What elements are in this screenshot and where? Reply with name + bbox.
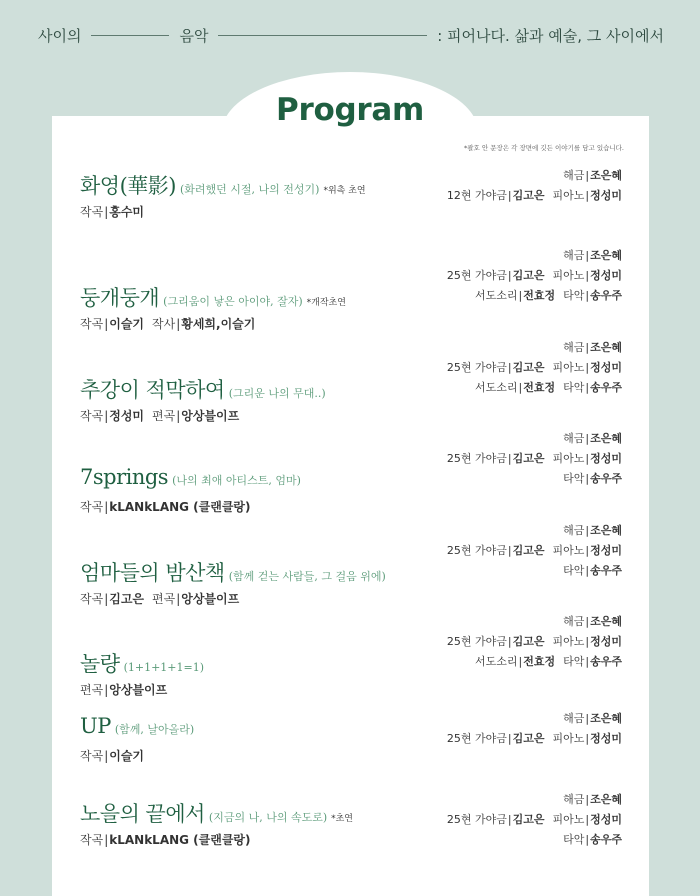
piece-performers (447, 612, 622, 672)
performer-name: 송우주 (590, 655, 622, 668)
performer-role: 25현 가야금 (446, 732, 507, 745)
piece-title-text: 엄마들의 밤산책 (80, 561, 225, 585)
performer-row (447, 632, 622, 652)
performer-separator: | (585, 361, 590, 374)
performer-role: 12현 가야금 (446, 189, 507, 202)
performer-name: 정성미 (590, 189, 622, 202)
header-divider-2 (218, 35, 427, 36)
credit-role: 작곡 (80, 205, 104, 219)
performer-separator: | (585, 341, 590, 354)
performer-separator: | (585, 452, 590, 465)
performer-role: 해금 (563, 341, 585, 354)
performer-role: 피아노 (552, 635, 585, 648)
performer-role: 타악 (563, 381, 585, 394)
performer-row (447, 338, 622, 358)
piece-performers (447, 338, 622, 398)
performer-separator: | (585, 169, 590, 182)
performer-row (447, 469, 622, 489)
performer-name: 김고은 (512, 452, 545, 465)
performer-role: 해금 (563, 615, 585, 628)
performer-role: 25현 가야금 (446, 544, 507, 557)
piece-subtitle: (그리운 나의 무대..) (228, 387, 326, 400)
piece-subtitle: (지금의 나, 나의 속도로) (208, 811, 328, 824)
credit-separator: | (104, 833, 109, 847)
performer-row (447, 246, 622, 266)
credit-name: 앙상블이프 (181, 409, 240, 423)
piece-subtitle: (함께 걷는 사람들, 그 걸음 위에) (228, 570, 386, 583)
performer-role: 피아노 (552, 544, 585, 557)
credit-separator: | (104, 317, 109, 331)
piece-title-text: 둥개둥개 (80, 286, 160, 310)
piece-title (80, 648, 204, 678)
credit-role: 작곡 (80, 317, 104, 331)
performer-role: 25현 가야금 (446, 813, 507, 826)
performer-separator: | (585, 289, 590, 302)
credit-role: 작곡 (80, 749, 104, 763)
credit-name: kLANkLANG (클랜클랑) (109, 500, 251, 514)
credit-role: 작곡 (80, 500, 104, 514)
credit-name: 김고은 (109, 592, 145, 606)
performer-role: 해금 (563, 169, 585, 182)
performer-name: 정성미 (590, 452, 622, 465)
performer-name: 전효정 (523, 655, 556, 668)
performer-name: 조은혜 (590, 249, 622, 262)
performer-separator: | (507, 269, 512, 282)
piece-title-text: 놀량 (80, 652, 120, 676)
piece-title-text: UP (80, 714, 111, 738)
performer-separator: | (585, 269, 590, 282)
credit-name: 앙상블이프 (181, 592, 240, 606)
performer-row (447, 378, 622, 398)
performer-separator: | (518, 655, 523, 668)
piece-subtitle: (1+1+1+1=1) (123, 661, 205, 674)
performer-role: 해금 (563, 432, 585, 445)
credit-separator: | (176, 317, 181, 331)
credit-separator: | (104, 683, 109, 697)
piece-performers (447, 521, 622, 581)
performer-name: 김고은 (512, 813, 545, 826)
performer-role: 타악 (563, 472, 585, 485)
header-right-text: : 피어나다. 삶과 예술, 그 사이에서 (437, 26, 664, 45)
performer-name: 송우주 (590, 381, 622, 394)
credit-name: 홍수미 (109, 205, 145, 219)
performer-row (447, 266, 622, 286)
performer-row (447, 429, 622, 449)
credit-role: 작사 (152, 317, 176, 331)
performer-row (447, 358, 622, 378)
performer-row (447, 521, 622, 541)
performer-separator: | (507, 635, 512, 648)
piece-credits (80, 681, 167, 698)
performer-name: 조은혜 (590, 793, 622, 806)
performer-row (447, 810, 622, 830)
performer-separator: | (507, 189, 512, 202)
piece-title (80, 282, 346, 312)
performer-role: 타악 (563, 833, 585, 846)
program-title: Program (276, 92, 424, 128)
performer-row (447, 541, 622, 561)
credit-separator: | (176, 409, 181, 423)
piece-title-text: 추강이 적막하여 (80, 378, 225, 402)
performer-row (447, 286, 622, 306)
performer-name: 정성미 (590, 544, 622, 557)
performer-role: 서도소리 (475, 655, 518, 668)
performer-separator: | (585, 793, 590, 806)
performer-separator: | (585, 544, 590, 557)
credit-separator: | (176, 592, 181, 606)
performer-row (447, 652, 622, 672)
performer-name: 조은혜 (590, 432, 622, 445)
performer-role: 서도소리 (475, 289, 518, 302)
performer-separator: | (585, 635, 590, 648)
performer-separator: | (585, 432, 590, 445)
piece-title (80, 714, 194, 738)
credit-name: 앙상블이프 (109, 683, 168, 697)
piece-title (80, 465, 301, 489)
credit-role: 작곡 (80, 833, 104, 847)
performer-name: 김고은 (512, 361, 545, 374)
performer-separator: | (507, 732, 512, 745)
credit-role: 편곡 (80, 683, 104, 697)
performer-row (447, 166, 622, 186)
performer-name: 김고은 (512, 635, 545, 648)
performer-separator: | (585, 655, 590, 668)
performer-name: 송우주 (590, 289, 622, 302)
performer-name: 조은혜 (590, 615, 622, 628)
performer-role: 25현 가야금 (446, 452, 507, 465)
credit-separator: | (104, 205, 109, 219)
credit-name: 황세희,이슬기 (181, 317, 256, 331)
piece-performers (447, 709, 622, 749)
credit-separator: | (104, 749, 109, 763)
piece-credits (80, 831, 251, 848)
performer-row (447, 186, 622, 206)
performer-name: 송우주 (590, 472, 622, 485)
piece-mark: *위촉 초연 (323, 186, 366, 196)
performer-role: 타악 (563, 564, 585, 577)
performer-role: 서도소리 (475, 381, 518, 394)
piece-subtitle: (화려했던 시절, 나의 전성기) (179, 183, 320, 196)
performer-separator: | (585, 833, 590, 846)
credit-role: 편곡 (152, 592, 176, 606)
performer-separator: | (585, 564, 590, 577)
performer-row (447, 612, 622, 632)
piece-subtitle: (나의 최애 아티스트, 엄마) (172, 474, 301, 487)
performer-separator: | (585, 712, 590, 725)
performer-separator: | (507, 813, 512, 826)
performer-role: 피아노 (552, 732, 585, 745)
performer-name: 조은혜 (590, 524, 622, 537)
performer-name: 김고은 (512, 544, 545, 557)
piece-title (80, 170, 366, 200)
performer-name: 김고은 (512, 269, 545, 282)
piece-title (80, 798, 353, 828)
credit-name: 정성미 (109, 409, 145, 423)
piece-credits (80, 747, 144, 764)
performer-separator: | (585, 732, 590, 745)
performer-separator: | (585, 524, 590, 537)
credit-name: 이슬기 (109, 749, 145, 763)
performer-role: 피아노 (552, 189, 585, 202)
performer-row (447, 729, 622, 749)
performer-name: 정성미 (590, 361, 622, 374)
performer-role: 해금 (563, 249, 585, 262)
credit-role: 작곡 (80, 592, 104, 606)
performer-row (447, 709, 622, 729)
piece-title-text: 화영(華影) (80, 174, 176, 198)
header-left-text: 사이의 (38, 26, 82, 45)
piece-mark: *초연 (331, 814, 353, 824)
piece-performers (447, 246, 622, 306)
performer-name: 정성미 (590, 813, 622, 826)
performer-separator: | (585, 472, 590, 485)
performer-role: 타악 (563, 289, 585, 302)
performer-separator: | (518, 381, 523, 394)
credit-separator: | (104, 409, 109, 423)
performer-separator: | (585, 813, 590, 826)
performer-name: 김고은 (512, 189, 545, 202)
performer-separator: | (585, 381, 590, 394)
program-note: *괄호 안 문장은 각 장면에 깃든 이야기를 담고 있습니다. (464, 144, 624, 152)
performer-separator: | (518, 289, 523, 302)
header-mid-text: 음악 (179, 26, 209, 45)
piece-subtitle: (그리움이 낳은 아이야, 잘자) (163, 295, 303, 308)
performer-row (447, 830, 622, 850)
performer-separator: | (585, 249, 590, 262)
piece-title (80, 374, 326, 404)
performer-row (447, 449, 622, 469)
piece-credits (80, 203, 144, 220)
credit-name: kLANkLANG (클랜클랑) (109, 833, 251, 847)
credit-separator: | (104, 592, 109, 606)
performer-name: 전효정 (523, 381, 556, 394)
performer-role: 해금 (563, 524, 585, 537)
piece-performers (447, 790, 622, 850)
performer-row (447, 561, 622, 581)
performer-name: 전효정 (523, 289, 556, 302)
piece-title-text: 7springs (80, 465, 169, 489)
performer-row (447, 790, 622, 810)
performer-separator: | (507, 361, 512, 374)
credit-separator: | (104, 500, 109, 514)
performer-separator: | (507, 544, 512, 557)
piece-performers (447, 429, 622, 489)
performer-separator: | (507, 452, 512, 465)
performer-name: 정성미 (590, 635, 622, 648)
piece-credits (80, 498, 251, 515)
performer-name: 송우주 (590, 833, 622, 846)
piece-title (80, 557, 386, 587)
performer-role: 25현 가야금 (446, 269, 507, 282)
performer-name: 정성미 (590, 732, 622, 745)
performer-name: 정성미 (590, 269, 622, 282)
piece-credits (80, 315, 255, 332)
piece-credits (80, 407, 239, 424)
piece-performers (447, 166, 622, 206)
credit-role: 편곡 (152, 409, 176, 423)
piece-subtitle: (함께, 날아올라) (114, 723, 195, 736)
page-header (38, 24, 664, 46)
performer-role: 해금 (563, 793, 585, 806)
credit-name: 이슬기 (109, 317, 145, 331)
piece-mark: *개작초연 (306, 298, 346, 308)
header-divider-1 (91, 35, 169, 36)
performer-role: 25현 가야금 (446, 635, 507, 648)
performer-role: 피아노 (552, 813, 585, 826)
piece-credits (80, 590, 239, 607)
performer-name: 조은혜 (590, 712, 622, 725)
performer-name: 송우주 (590, 564, 622, 577)
performer-name: 김고은 (512, 732, 545, 745)
performer-role: 25현 가야금 (446, 361, 507, 374)
performer-name: 조은혜 (590, 169, 622, 182)
performer-role: 피아노 (552, 269, 585, 282)
performer-separator: | (585, 189, 590, 202)
performer-name: 조은혜 (590, 341, 622, 354)
performer-separator: | (585, 615, 590, 628)
performer-role: 피아노 (552, 361, 585, 374)
performer-role: 타악 (563, 655, 585, 668)
credit-role: 작곡 (80, 409, 104, 423)
piece-title-text: 노을의 끝에서 (80, 802, 205, 826)
performer-role: 피아노 (552, 452, 585, 465)
performer-role: 해금 (563, 712, 585, 725)
